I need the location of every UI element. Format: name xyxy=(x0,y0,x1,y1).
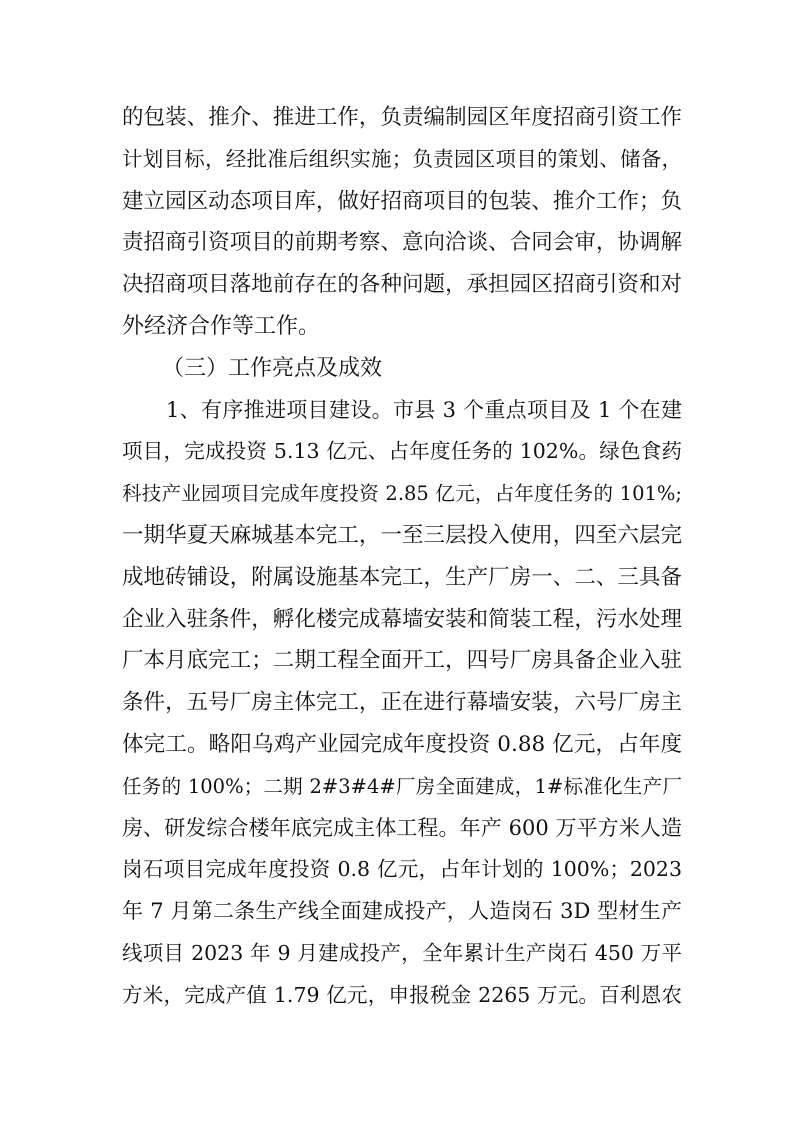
text-line: 决招商项目落地前存在的各种问题，承担园区招商引资和对 xyxy=(122,272,682,298)
text-line: 科技产业园项目完成年度投资 2.85 亿元，占年度任务的 101%; xyxy=(122,482,682,506)
text-line: 1、有序推进项目建设。市县 3 个重点项目及 1 个在建 xyxy=(166,397,682,422)
text-line: 厂本月底完工；二期工程全面开工，四号厂房具备企业入驻 xyxy=(122,648,682,674)
text-line: 房、研发综合楼年底完成主体工程。年产 600 万平方米人造 xyxy=(122,815,682,840)
text-line: 线项目 2023 年 9 月建成投产，全年累计生产岗石 450 万平 xyxy=(122,940,682,965)
text-line: 方米，完成产值 1.79 亿元，申报税金 2265 万元。百利恩农 xyxy=(122,982,682,1007)
text-line: 的包装、推介、推进工作，负责编制园区年度招商引资工作 xyxy=(122,105,682,130)
text-line: 成地砖铺设，附属设施基本完工，生产厂房一、二、三具备 xyxy=(122,564,682,590)
text-line: 一期华夏天麻城基本完工，一至三层投入使用，四至六层完 xyxy=(122,522,682,548)
text-line: 岗石项目完成年度投资 0.8 亿元，占年计划的 100%；2023 xyxy=(122,857,682,882)
text-line: 计划目标，经批准后组织实施；负责园区项目的策划、储备， xyxy=(122,146,682,171)
text-line: 条件，五号厂房主体完工，正在进行幕墙安装，六号厂房主 xyxy=(122,690,682,716)
document-body xyxy=(122,97,682,1017)
text-line: 建立园区动态项目库，做好招商项目的包装、推介工作；负 xyxy=(122,188,682,214)
text-line: 责招商引资项目的前期考察、意向洽谈、合同会审，协调解 xyxy=(122,230,682,256)
text-line: 外经济合作等工作。 xyxy=(122,313,321,339)
section-heading: （三）工作亮点及成效 xyxy=(162,355,383,381)
text-line: 体完工。略阳乌鸡产业园完成年度投资 0.88 亿元，占年度 xyxy=(122,731,682,757)
text-line: 年 7 月第二条生产线全面建成投产，人造岗石 3D 型材生产 xyxy=(122,899,682,924)
text-line: 任务的 100%；二期 2#3#4#厂房全面建成，1#标准化生产厂 xyxy=(122,774,682,798)
text-line: 项目，完成投资 5.13 亿元、占年度任务的 102%。绿色食药 xyxy=(122,439,682,464)
text-line: 企业入驻条件，孵化楼完成幕墙安装和简装工程，污水处理 xyxy=(122,606,682,632)
